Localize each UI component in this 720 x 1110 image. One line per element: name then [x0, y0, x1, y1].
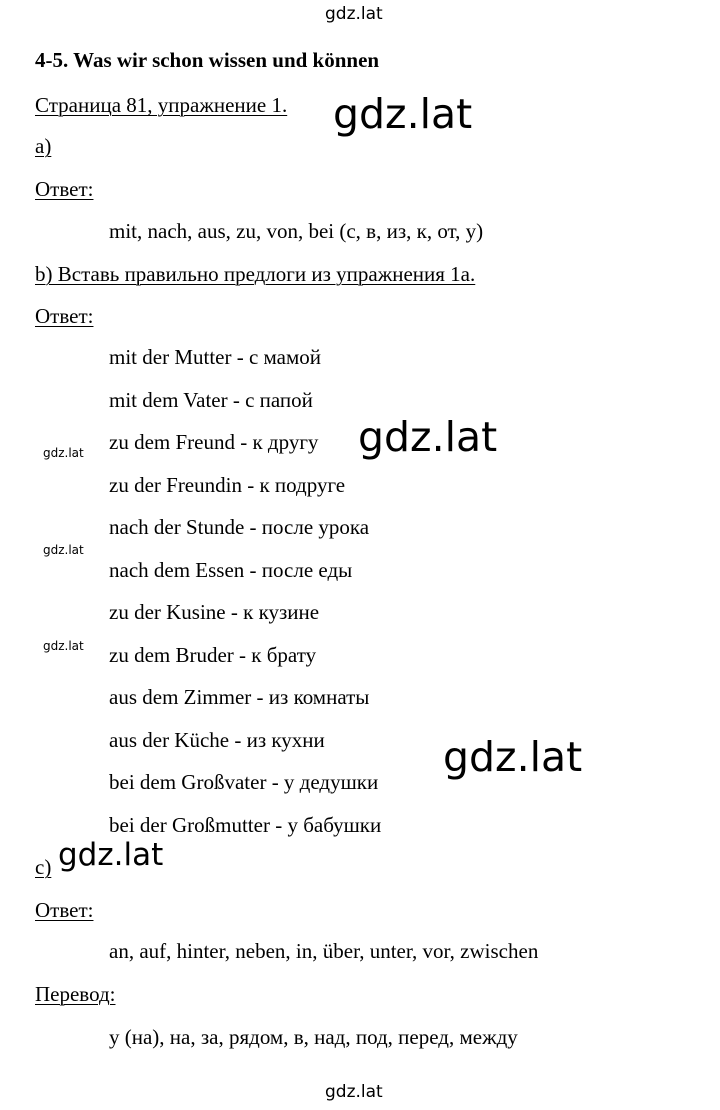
- list-item: mit der Mutter - с мамой: [109, 345, 322, 369]
- watermark-large-1: gdz.lat: [333, 90, 473, 138]
- part-c-translation: у (на), на, за, рядом, в, над, под, перед, между: [109, 1025, 518, 1049]
- list-item: nach der Stunde - после урока: [109, 515, 370, 539]
- list-item: zu dem Freund - к другу: [109, 430, 319, 454]
- watermark-top: gdz.lat: [325, 4, 383, 24]
- part-a-answer: mit, nach, aus, zu, von, bei (с, в, из, к, от, у): [109, 219, 484, 243]
- part-b-label: b) Вставь правильно предлоги из упражнения 1а.: [35, 262, 476, 286]
- watermark-large-3: gdz.lat: [443, 733, 583, 781]
- list-item: zu der Kusine - к кузине: [109, 600, 320, 624]
- watermark-bottom: gdz.lat: [325, 1082, 383, 1102]
- list-item: mit dem Vater - с папой: [109, 388, 313, 412]
- list-item: bei dem Großvater - у дедушки: [109, 770, 379, 794]
- list-item: zu dem Bruder - к брату: [109, 643, 317, 667]
- part-c-translation-label: Перевод:: [35, 982, 116, 1006]
- watermark-small-2: gdz.lat: [43, 543, 84, 557]
- part-b-answer-label: Ответ:: [35, 304, 94, 328]
- watermark-large-4: gdz.lat: [58, 837, 164, 873]
- list-item: aus dem Zimmer - из комнаты: [109, 685, 370, 709]
- watermark-small-1: gdz.lat: [43, 446, 84, 460]
- watermark-large-2: gdz.lat: [358, 413, 498, 461]
- watermark-small-3: gdz.lat: [43, 639, 84, 653]
- list-item: zu der Freundin - к подруге: [109, 473, 346, 497]
- part-c-answer-label: Ответ:: [35, 898, 94, 922]
- list-item: aus der Küche - из кухни: [109, 728, 325, 752]
- list-item: nach dem Essen - после еды: [109, 558, 353, 582]
- part-a-answer-label: Ответ:: [35, 177, 94, 201]
- list-item: bei der Großmutter - у бабушки: [109, 813, 382, 837]
- page-title: 4-5. Was wir schon wissen und können: [35, 48, 380, 72]
- part-a-label: a): [35, 134, 52, 158]
- part-c-answer: an, auf, hinter, neben, in, über, unter, vor, zwischen: [109, 939, 539, 963]
- part-c-label: c): [35, 855, 52, 879]
- page-reference: Страница 81, упражнение 1.: [35, 93, 288, 117]
